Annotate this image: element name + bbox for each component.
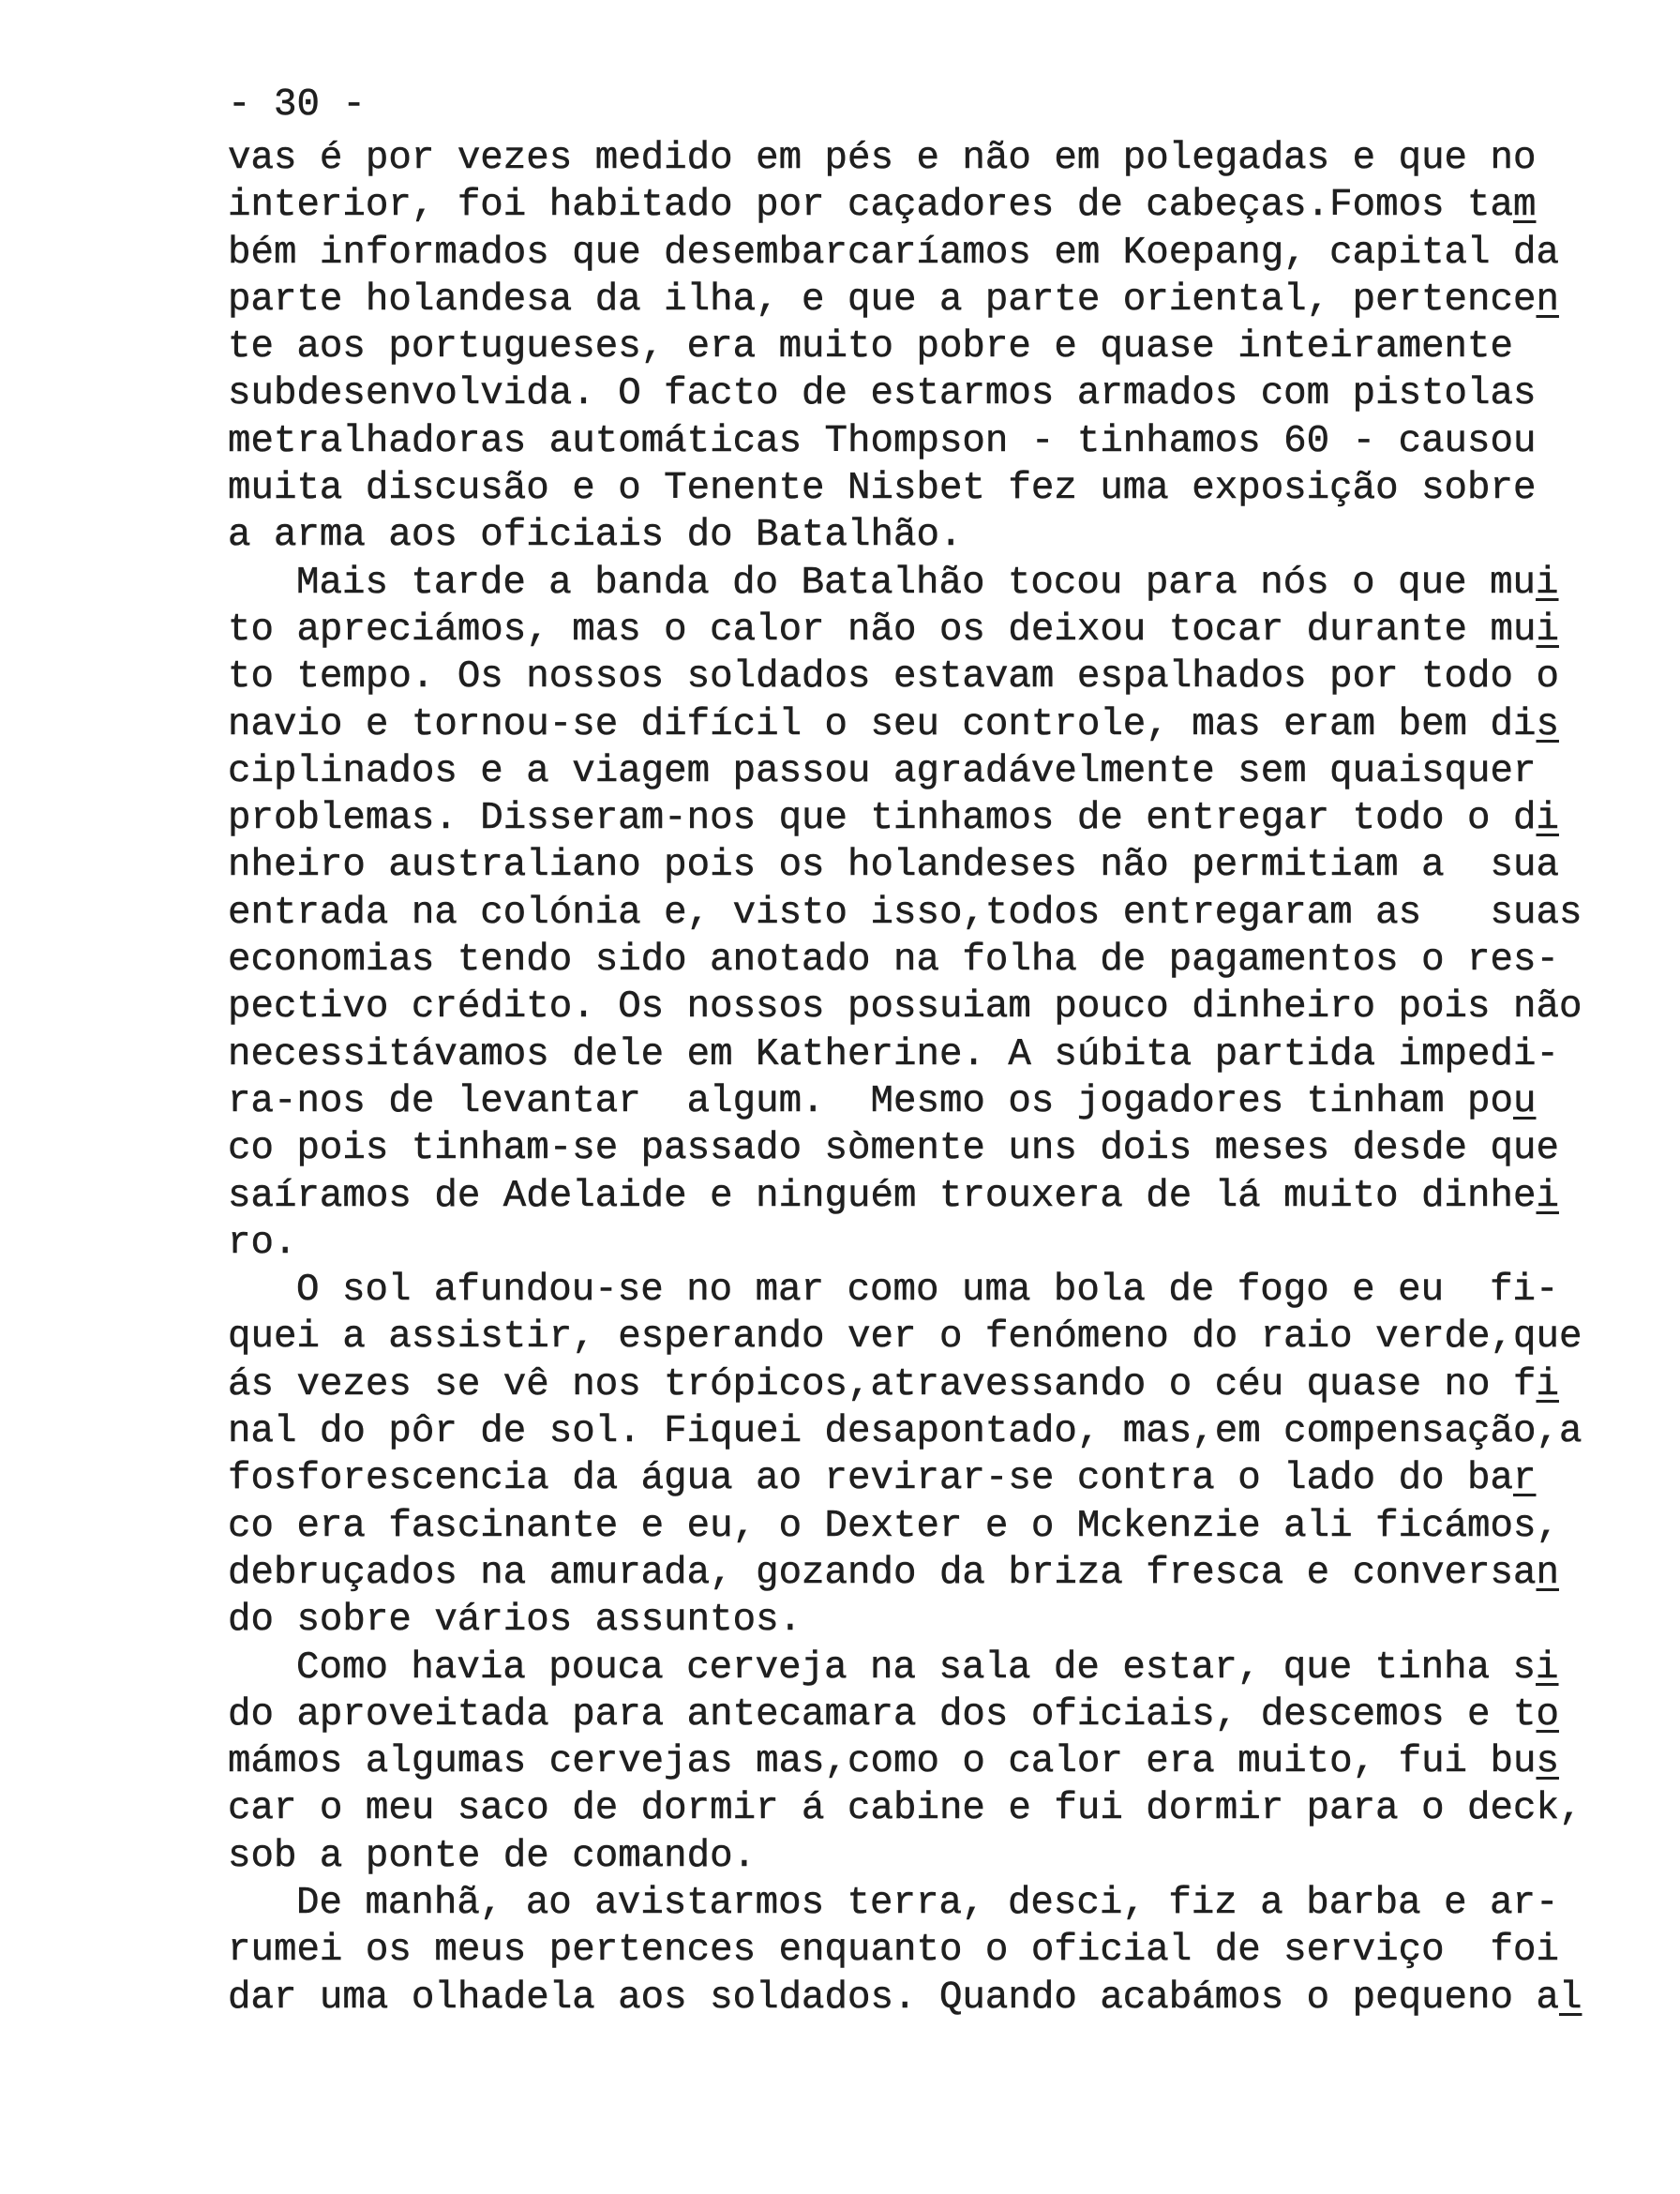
text-line [228, 1125, 1634, 1172]
text-line [228, 1738, 1634, 1785]
hyphen-mark: s [1536, 702, 1559, 746]
line-text: Como havia pouca cerveja na sala de estar, que tinha s [296, 1646, 1537, 1690]
text-line [228, 323, 1634, 370]
line-text: bém informados que desembarcaríamos em Koepang, capital da [228, 231, 1559, 275]
line-text: vas é por vezes medido em pés e não em polegadas e que no [228, 137, 1537, 180]
paragraph-start-line [228, 1267, 1634, 1314]
text-line [228, 1220, 1634, 1267]
hyphen-mark: n [1536, 1551, 1559, 1595]
hyphen-mark: u [1513, 1079, 1537, 1123]
line-text: quei a assistir, esperando ver o fenómeno do raio verde,que [228, 1315, 1582, 1360]
text-line [228, 1833, 1634, 1880]
line-text: nal do pôr de sol. Fiquei desapontado, mas,em compensação,a [228, 1410, 1582, 1454]
text-line [228, 1503, 1634, 1550]
text-line [228, 1927, 1634, 1974]
text-line [228, 1975, 1634, 2021]
text-line [228, 842, 1634, 889]
text-line [228, 1031, 1634, 1078]
page-number: - 30 - [228, 83, 366, 127]
text-line [228, 465, 1634, 512]
text-line [228, 890, 1634, 937]
line-text: do aproveitada para antecamara dos oficiais, descemos e t [228, 1692, 1537, 1736]
text-line [228, 748, 1634, 795]
text-line [228, 795, 1634, 842]
text-line [228, 1361, 1634, 1408]
text-line [228, 984, 1634, 1030]
line-text: debruçados na amurada, gozando da briza fresca e conversa [228, 1551, 1537, 1595]
text-line [228, 1078, 1634, 1125]
line-text: muita discusão e o Tenente Nisbet fez uma exposição sobre [228, 467, 1537, 511]
hyphen-mark: m [1513, 184, 1537, 228]
hyphen-mark: l [1558, 1976, 1582, 2020]
hyphen-mark: s [1536, 1740, 1559, 1784]
hyphen-mark: i [1536, 1362, 1559, 1406]
text-line [228, 607, 1634, 654]
text-line [228, 1455, 1634, 1502]
text-line [228, 418, 1634, 465]
line-text: ro. [228, 1221, 297, 1265]
hyphen-mark: o [1536, 1692, 1559, 1736]
text-line [228, 135, 1634, 182]
line-text: entrada na colónia e, visto isso,todos entregaram as suas [228, 891, 1582, 935]
line-text: co pois tinham-se passado sòmente uns dois meses desde que [228, 1127, 1559, 1171]
line-text: rumei os meus pertences enquanto o oficial de serviço foi [228, 1929, 1559, 1973]
text-line [228, 654, 1634, 700]
line-text: a arma aos oficiais do Batalhão. [228, 514, 963, 558]
text-line [228, 1597, 1634, 1644]
line-text: te aos portugueses, era muito pobre e quase inteiramente [228, 325, 1513, 369]
line-text: do sobre vários assuntos. [228, 1599, 802, 1643]
paragraph-start-line [228, 560, 1634, 607]
line-text: ra-nos de levantar algum. Mesmo os jogadores tinham po [228, 1079, 1513, 1123]
text-line [228, 370, 1634, 417]
text-line [228, 937, 1634, 984]
hyphen-mark: i [1536, 1646, 1559, 1690]
line-text: co era fascinante e eu, o Dexter e o Mckenzie ali ficámos, [228, 1504, 1559, 1548]
text-line [228, 230, 1634, 277]
line-text: mámos algumas cervejas mas,como o calor era muito, fui bu [228, 1740, 1537, 1784]
line-text: to apreciámos, mas o calor não os deixou tocar durante mu [228, 608, 1537, 652]
line-text: saíramos de Adelaide e ninguém trouxera de lá muito dinhe [228, 1174, 1537, 1218]
line-text: necessitávamos dele em Katherine. A súbita partida impedi- [228, 1032, 1559, 1076]
line-text: interior, foi habitado por caçadores de cabeças.Fomos ta [228, 184, 1513, 228]
text-line [228, 701, 1634, 748]
text-line [228, 512, 1634, 559]
hyphen-mark: i [1536, 608, 1559, 652]
text-line [228, 1785, 1634, 1832]
hyphen-mark: n [1536, 278, 1559, 322]
line-text: car o meu saco de dormir á cabine e fui dormir para o deck, [228, 1787, 1582, 1831]
line-text: navio e tornou-se difícil o seu controle, mas eram bem di [228, 702, 1537, 746]
text-line [228, 1173, 1634, 1220]
text-line [228, 1408, 1634, 1455]
line-text: problemas. Disseram-nos que tinhamos de entregar todo o d [228, 797, 1537, 841]
text-line [228, 1550, 1634, 1597]
line-text: ciplinados e a viagem passou agradávelmente sem quaisquer [228, 749, 1537, 793]
line-text: dar uma olhadela aos soldados. Quando acabámos o pequeno a [228, 1976, 1559, 2020]
line-text: fosforescencia da água ao revirar-se contra o lado do ba [228, 1457, 1513, 1501]
line-text: parte holandesa da ilha, e que a parte oriental, pertence [228, 278, 1537, 322]
line-text: sob a ponte de comando. [228, 1834, 757, 1878]
paragraph-start-line [228, 1880, 1634, 1927]
page-text [228, 135, 1634, 2021]
text-line [228, 182, 1634, 229]
line-text: pectivo crédito. Os nossos possuiam pouco dinheiro pois não [228, 985, 1582, 1029]
hyphen-mark: i [1536, 797, 1559, 841]
line-text: to tempo. Os nossos soldados estavam espalhados por todo o [228, 655, 1559, 699]
line-text: ás vezes se vê nos trópicos,atravessando o céu quase no f [228, 1362, 1537, 1406]
hyphen-mark: r [1513, 1457, 1537, 1501]
text-line [228, 1691, 1634, 1738]
text-line [228, 1314, 1634, 1360]
text-line [228, 277, 1634, 323]
line-text: economias tendo sido anotado na folha de pagamentos o res- [228, 939, 1559, 983]
line-text: Mais tarde a banda do Batalhão tocou para nós o que mu [296, 561, 1537, 605]
line-text: metralhadoras automáticas Thompson - tinhamos 60 - causou [228, 419, 1537, 463]
paragraph-start-line [228, 1645, 1634, 1691]
line-text: De manhã, ao avistarmos terra, desci, fiz a barba e ar- [296, 1881, 1559, 1925]
line-text: O sol afundou-se no mar como uma bola de fogo e eu fi- [296, 1269, 1559, 1313]
line-text: nheiro australiano pois os holandeses não permitiam a sua [228, 844, 1559, 888]
line-text: subdesenvolvida. O facto de estarmos armados com pistolas [228, 372, 1537, 416]
hyphen-mark: i [1536, 1174, 1559, 1218]
hyphen-mark: i [1536, 561, 1559, 605]
